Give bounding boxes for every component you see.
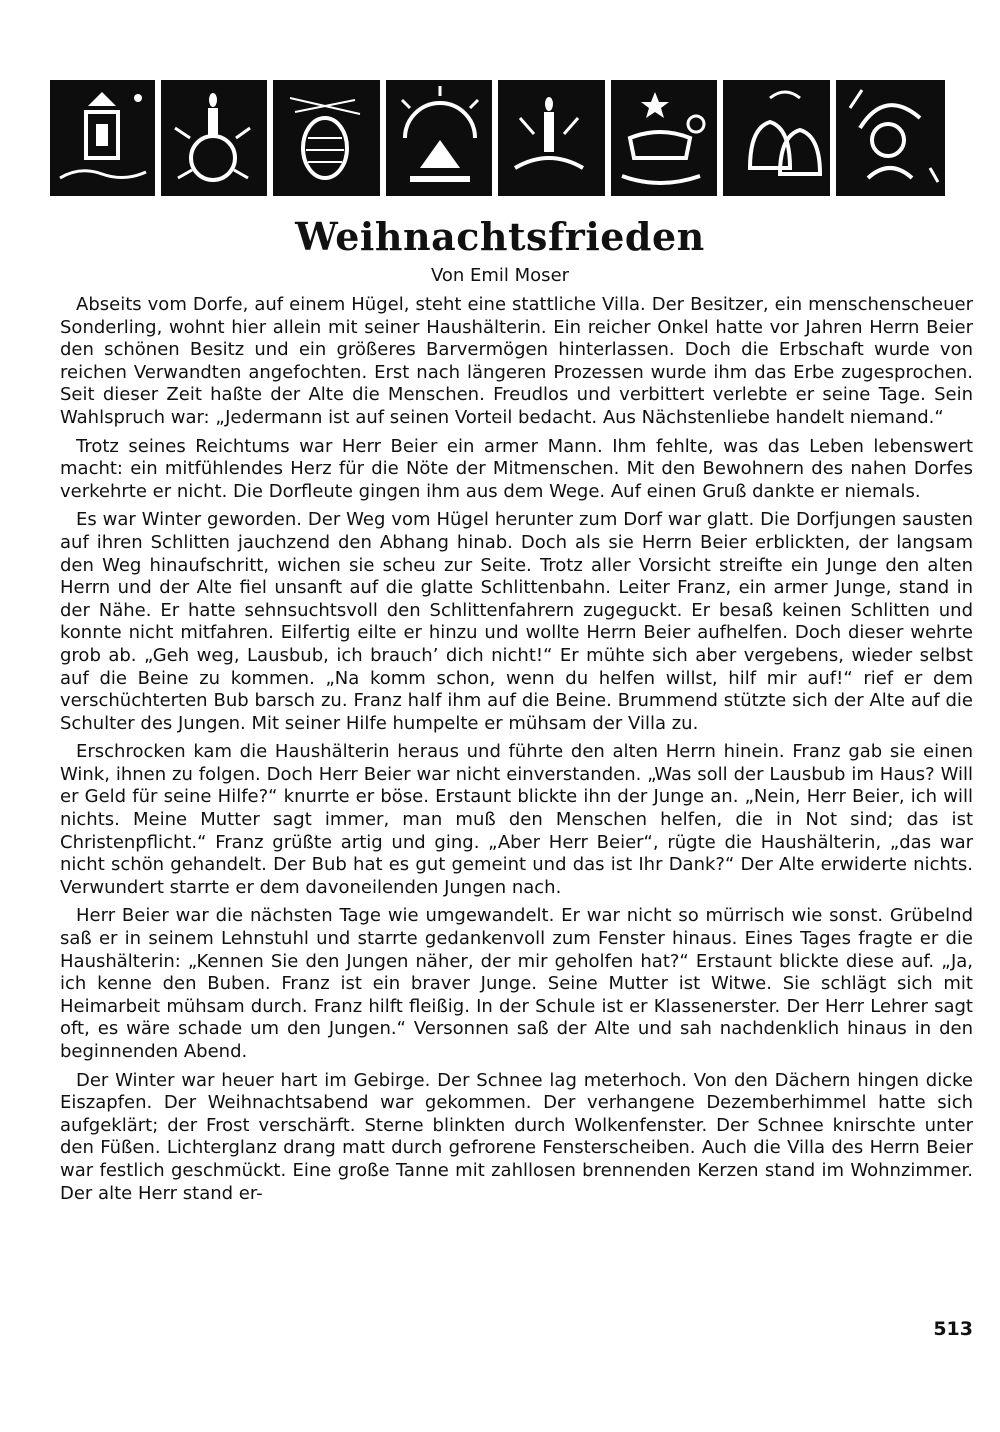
page-number: 513 xyxy=(933,1318,973,1340)
article-paragraph: Abseits vom Dorfe, auf einem Hügel, steht eine stattliche Villa. Der Besitzer, ein menschenscheuer Sonderling, wohnt hier allein mit seiner Haushälterin. Ein reicher Onkel hatte vor Jahren Herrn Beier den schönen Besitz und ein größeres Barvermögen hinterlassen. Doch die Erbschaft wurde von reichen Verwandten angefochten. Erst nach längeren Prozessen wurde ihm das Erbe zugesprochen. Seit dieser Zeit haßte der Alte die Menschen. Freudlos und verbittert verlebte er seine Tage. Sein Wahlspruch war: „Jedermann ist auf seinen Vorteil bedacht. Aus Nächstenliebe handelt niemand.“ xyxy=(60,294,973,428)
article-paragraph: Trotz seines Reichtums war Herr Beier ein armer Mann. Ihm fehlte, was das Leben lebenswert macht: ein mitfühlendes Herz für die Nöte der Mitmenschen. Mit den Bewohnern des nahen Dorfes verkehrte er nicht. Die Dorfleute gingen ihm aus dem Wege. Auf einen Gruß dankte er niemals. xyxy=(60,435,973,502)
article-title: Weihnachtsfrieden xyxy=(295,214,705,259)
article-paragraph: Erschrocken kam die Haushälterin heraus und führte den alten Herrn hinein. Franz gab sie einen Wink, ihnen zu folgen. Doch Herr Beier war nicht einverstanden. „Was soll der Lausbub im Haus? Will er Geld für seine Hilfe?“ knurrte er böse. Erstaunt blickte ihn der Junge an. „Nein, Herr Beier, ich will nichts. Meine Mutter sagt immer, man muß den Menschen helfen, die in Not sind; das ist Christenpflicht.“ Franz grüßte artig und ging. „Aber Herr Beier“, rügte die Haushälterin, „das war nicht schön gehandelt. Der Bub hat es gut gemeint und das ist Ihr Dank?“ Der Alte erwiderte nichts. Verwundert starrte er dem davoneilenden Jungen nach. xyxy=(60,741,973,898)
article-paragraph: Herr Beier war die nächsten Tage wie umgewandelt. Er war nicht so mürrisch wie sonst. Grübelnd saß er in seinem Lehnstuhl und starrte gedankenvoll zum Fenster hinaus. Eines Tages fragte er die Haushälterin: „Kennen Sie den Jungen näher, der mir geholfen hat?“ Erstaunt blickte diese auf. „Ja, ich kenne den Buben. Franz ist ein braver Junge. Seine Mutter ist Witwe. Sie schlägt sich mit Heimarbeit mühsam durch. Franz hilft fleißig. In der Schule ist er Klassenerster. Der Herr Lehrer sagt oft, es wäre schade um den Jungen.“ Versonnen saß der Alte und sah nachdenklich hinaus in den beginnenden Abend. xyxy=(60,905,973,1062)
article-paragraph: Es war Winter geworden. Der Weg vom Hügel herunter zum Dorf war glatt. Die Dorfjungen sausten auf ihren Schlitten jauchzend den Abhang hinab. Doch als sie Herrn Beier erblickten, der langsam den Weg hinaufschritt, wichen sie scheu zur Seite. Trotz aller Vorsicht streifte ein Junge den alten Herrn und der Alte fiel unsanft auf die glatte Schlittenbahn. Leiter Franz, ein armer Junge, stand in der Nähe. Er hatte sehnsuchtsvoll den Schlittenfahrern zugeguckt. Er besaß keinen Schlitten und konnte nicht mitfahren. Eilfertig eilte er hinzu und wollte Herrn Beier aufhelfen. Doch dieser wehrte grob ab. „Geh weg, Lausbub, ich brauch’ dich nicht!“ Er mühte sich aber vergebens, wieder selbst auf die Beine zu kommen. „Na komm schon, wenn du helfen willst, hilf mir auf!“ rief er dem verschüchterten Bub barsch zu. Franz half ihm auf die Beine. Brummend stützte sich der Alte auf die Schulter des Jungen. Mit seiner Hilfe humpelte er mühsam der Villa zu. xyxy=(60,509,973,734)
article-byline: Von Emil Moser xyxy=(430,265,570,286)
article-body xyxy=(60,294,973,1211)
christmas-silhouette-banner xyxy=(50,78,945,198)
article-paragraph: Der Winter war heuer hart im Gebirge. Der Schnee lag meterhoch. Von den Dächern hingen dicke Eiszapfen. Der Weihnachtsabend war gekommen. Der verhangene Dezemberhimmel hatte sich aufgeklärt; der Frost verschärft. Sterne blinkten durch Wolkenfenster. Der Schnee knirschte unter den Füßen. Lichterglanz drang matt durch gefrorene Fensterscheiben. Auch die Villa des Herrn Beier war festlich geschmückt. Eine große Tanne mit zahllosen brennenden Kerzen stand im Wohnzimmer. Der alte Herr stand er- xyxy=(60,1069,973,1204)
